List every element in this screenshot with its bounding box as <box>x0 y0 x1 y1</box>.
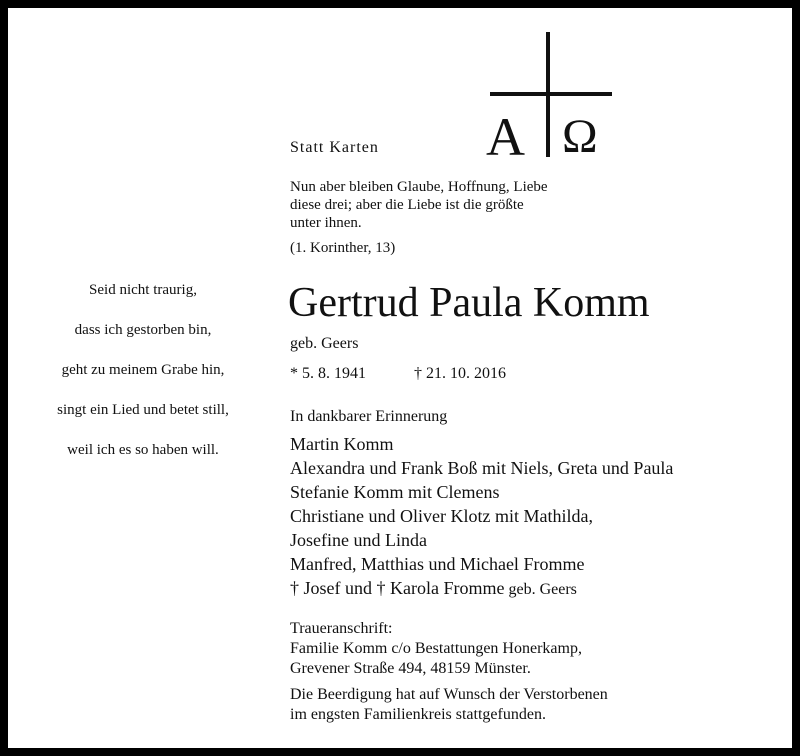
mourners-list <box>290 432 673 602</box>
funeral-note <box>290 685 608 725</box>
obituary-notice <box>8 8 792 748</box>
mourners-intro: In dankbarer Erinnerung <box>290 408 448 425</box>
funeral-note-line: im engsten Familienkreis stattgefunden. <box>290 706 546 723</box>
cross-alpha-omega-icon <box>478 32 618 167</box>
cross-horizontal-bar <box>490 92 612 96</box>
mourner-line: Martin Komm <box>290 434 394 454</box>
statt-karten-label: Statt Karten <box>290 139 379 156</box>
quote-line: Nun aber bleiben Glaube, Hoffnung, Liebe <box>290 179 548 195</box>
mourner-line: Alexandra und Frank Boß mit Niels, Greta und Paula <box>290 458 674 478</box>
death-date: † 21. 10. 2016 <box>414 365 506 382</box>
mourner-line-deceased-relatives <box>290 576 673 602</box>
deceased-relatives-text: † Josef und † Karola Fromme <box>290 578 505 598</box>
funeral-note-line: Die Beerdigung hat auf Wunsch der Verstorbenen <box>290 686 608 703</box>
deceased-name: Gertrud Paula Komm <box>288 280 650 326</box>
mourning-address <box>290 619 582 679</box>
quote-line: unter ihnen. <box>290 215 362 231</box>
quote-reference: (1. Korinther, 13) <box>290 240 396 256</box>
poem-line: dass ich gestorben bin, <box>74 322 212 338</box>
poem-line: Seid nicht traurig, <box>89 282 197 298</box>
birth-name: geb. Geers <box>290 335 359 352</box>
mourner-line: Josefine und Linda <box>290 530 427 550</box>
omega-glyph: Ω <box>562 110 598 163</box>
quote-line: diese drei; aber die Liebe ist die größte <box>290 197 524 213</box>
alpha-glyph: A <box>486 107 525 167</box>
poem-line: weil ich es so haben will. <box>67 442 219 458</box>
address-line: Grevener Straße 494, 48159 Münster. <box>290 660 531 677</box>
poem-line: geht zu meinem Grabe hin, <box>61 362 225 378</box>
mourner-line: Christiane und Oliver Klotz mit Mathilda, <box>290 506 593 526</box>
birth-date: * 5. 8. 1941 <box>290 365 366 382</box>
bible-quote <box>290 178 548 232</box>
poem-line: singt ein Lied und betet still, <box>57 402 229 418</box>
deceased-relatives-suffix: geb. Geers <box>504 581 577 598</box>
mourner-line: Stefanie Komm mit Clemens <box>290 482 500 502</box>
poem <box>43 270 243 470</box>
address-line: Traueranschrift: <box>290 620 393 637</box>
address-line: Familie Komm c/o Bestattungen Honerkamp, <box>290 640 582 657</box>
mourner-line: Manfred, Matthias und Michael Fromme <box>290 554 585 574</box>
